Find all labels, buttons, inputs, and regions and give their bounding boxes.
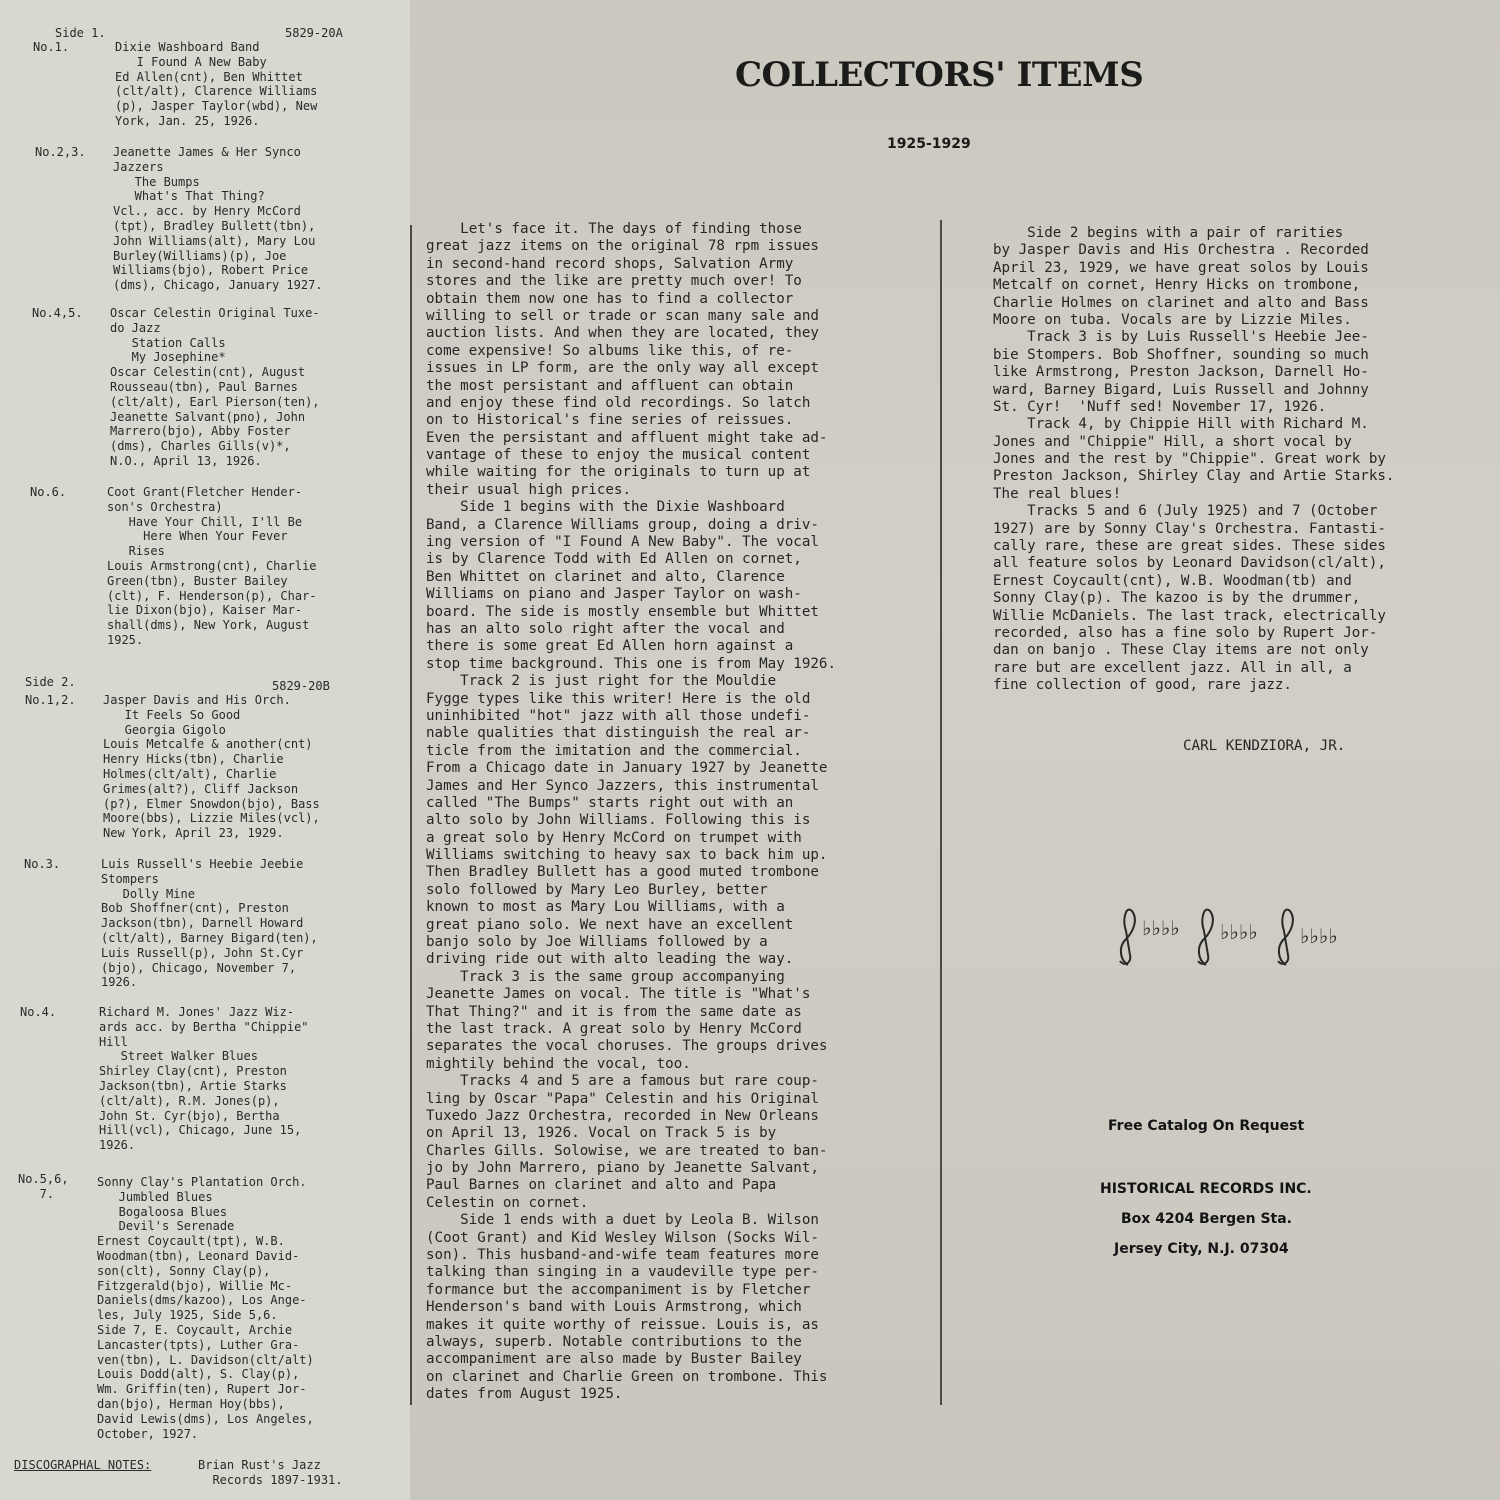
disc-entry-2-line: do Jazz [110, 320, 161, 335]
liner-center-line: ticle from the imitation and the commercial. [426, 742, 802, 759]
liner-right-line: April 23, 1929, we have great solos by Louis [993, 259, 1369, 276]
album-title: COLLECTORS' ITEMS [735, 55, 1144, 95]
liner-right-line: all feature solos by Leonard Davidson(cl/alt), [993, 555, 1386, 572]
liner-right-line: bie Stompers. Bob Shoffner, sounding so much [993, 346, 1369, 363]
liner-center-line: Even the persistant and affluent might take ad- [426, 429, 828, 446]
liner-right-line: Side 2 begins with a pair of rarities [993, 225, 1344, 241]
disc-num-3: No.6. [30, 485, 67, 499]
disc-entry-2-line: Marrero(bjo), Abby Foster [110, 424, 291, 439]
liner-center-line: ing version of "I Found A New Baby". The vocal [426, 534, 819, 551]
liner-right-line: Sonny Clay(p). The kazoo is by the drummer, [993, 590, 1361, 607]
disc-entry-3-line: Green(tbn), Buster Bailey [107, 573, 288, 588]
disc-entry-7-line: Ernest Coycault(tpt), W.B. [97, 1234, 285, 1249]
liner-center-line: jo by John Marrero, piano by Jeanette Salvant, [426, 1160, 819, 1177]
liner-center-line: obtain them now one has to find a collector [426, 290, 794, 307]
disc-entry-2-line: N.O., April 13, 1926. [110, 453, 262, 468]
disc-entry-3-line: 1925. [107, 632, 144, 647]
svg-text:♭♭♭♭: ♭♭♭♭ [1220, 920, 1258, 944]
liner-center-line: Fygge types like this writer! Here is the old [426, 690, 811, 707]
liner-center-line: a great solo by Henry McCord on trumpet with [426, 829, 802, 846]
disc-entry-2-line: Oscar Celestin Original Tuxe- [110, 306, 320, 320]
publisher-address-1: Box 4204 Bergen Sta. [1121, 1211, 1293, 1227]
liner-center-line: James and Her Synco Jazzers, this instrumental [426, 777, 819, 794]
disc-entry-1-line: (tpt), Bradley Bullett(tbn), [113, 218, 316, 233]
liner-center-line: in second-hand record shops, Salvation Army [426, 255, 794, 272]
liner-right-line: The real blues! [993, 485, 1122, 502]
liner-center-line: son). This husband-and-wife team features more [426, 1247, 819, 1264]
disc-num-2: No.4,5. [32, 306, 83, 320]
liner-center-line: Williams switching to heavy sax to back him up. [426, 847, 828, 864]
liner-right-line: Metcalf on cornet, Henry Hicks on trombone, [993, 277, 1361, 294]
side1-catalog: 5829-20A [285, 26, 343, 40]
disc-entry-5-line: (clt/alt), Barney Bigard(ten), [101, 930, 318, 945]
disc-entry-1-line: Jeanette James & Her Synco [113, 145, 301, 159]
disc-entry-7-line: Side 7, E. Coycault, Archie [97, 1322, 293, 1337]
liner-right-line: Jones and "Chippie" Hill, a short vocal by [993, 433, 1352, 450]
disc-entry-4-line: Louis Metcalfe & another(cnt) [103, 737, 313, 752]
liner-notes-right [993, 225, 1394, 695]
treble-clef-notes-icon [1110, 905, 1360, 970]
disc-entry-6-line: Street Walker Blues [99, 1049, 258, 1064]
disc-entry-3-line: Louis Armstrong(cnt), Charlie [107, 558, 317, 573]
liner-right-line: dan on banjo . These Clay items are not only [993, 642, 1369, 659]
disc-entry-1-line: John Williams(alt), Mary Lou [113, 233, 316, 248]
liner-center-line: come expensive! So albums like this, of re- [426, 342, 794, 359]
disc-entry-3-line: Here When Your Fever [107, 529, 288, 544]
liner-center-line: is by Clarence Todd with Ed Allen on cornet, [426, 551, 802, 568]
disc-entry-3-line: shall(dms), New York, August [107, 618, 310, 633]
disc-entry-7-line: les, July 1925, Side 5,6. [97, 1308, 278, 1323]
liner-notes-center [426, 221, 836, 1404]
disc-entry-5-line: Dolly Mine [101, 886, 195, 901]
disc-entry-1-line: Burley(Williams)(p), Joe [113, 248, 287, 263]
liner-center-line: mightily behind the vocal, too. [426, 1055, 691, 1072]
liner-center-line: ling by Oscar "Papa" Celestin and his Original [426, 1090, 819, 1107]
disc-entry-5-line: Luis Russell's Heebie Jeebie [101, 857, 304, 871]
disc-entry-1-line: The Bumps [113, 174, 200, 189]
disc-entry-3-line: lie Dixon(bjo), Kaiser Mar- [107, 603, 303, 618]
disc-entry-6-line: ards acc. by Bertha "Chippie" [99, 1019, 309, 1034]
liner-center-line: great jazz items on the original 78 rpm issues [426, 238, 819, 255]
disc-entry-0-line: I Found A New Baby [115, 54, 267, 69]
liner-right-line: ward, Barney Bigard, Luis Russell and Johnny [993, 381, 1369, 398]
liner-center-line: has an alto solo right after the vocal and [426, 620, 785, 637]
disc-num-0: No.1. [33, 40, 70, 54]
liner-center-line: willing to sell or trade or scan many sale and [426, 307, 819, 324]
disc-entry-2-line: Oscar Celestin(cnt), August [110, 365, 306, 380]
column-rule-right [940, 220, 942, 1405]
disc-entry-7-line: David Lewis(dms), Los Angeles, [97, 1411, 314, 1426]
disc-num-6: No.4. [20, 1005, 57, 1019]
liner-center-line: while waiting for the originals to turn up at [426, 464, 811, 481]
disc-entry-7-line: Daniels(dms/kazoo), Los Ange- [97, 1293, 307, 1308]
disc-entry-7-line: Louis Dodd(alt), S. Clay(p), [97, 1367, 300, 1382]
disc-entry-3 [107, 485, 317, 648]
disc-entry-2-line: Jeanette Salvant(pno), John [110, 409, 306, 424]
liner-center-line: Celestin on cornet. [426, 1194, 589, 1211]
disc-entry-2-line: Station Calls [110, 335, 226, 350]
disc-entry-3-line: Have Your Chill, I'll Be [107, 514, 303, 529]
liner-center-line: Tuxedo Jazz Orchestra, recorded in New Orleans [426, 1107, 819, 1124]
disc-entry-4-line: Georgia Gigolo [103, 722, 226, 737]
liner-right-line: 1927) are by Sonny Clay's Orchestra. Fantasti- [993, 520, 1386, 537]
liner-center-line: on to Historical's fine series of reissues. [426, 412, 794, 429]
disc-entry-5-line: Bob Shoffner(cnt), Preston [101, 901, 289, 916]
disc-entry-0-line: Dixie Washboard Band [115, 40, 260, 54]
svg-text:♭♭♭♭: ♭♭♭♭ [1142, 916, 1180, 940]
disc-entry-5-line: 1926. [101, 975, 138, 990]
liner-center-line: solo followed by Mary Leo Burley, better [426, 881, 768, 898]
disc-entry-6-line: (clt/alt), R.M. Jones(p), [99, 1093, 280, 1108]
liner-right-line: rare but are excellent jazz. All in all, a [993, 659, 1352, 676]
liner-center-line: the last track. A great solo by Henry McCord [426, 1020, 802, 1037]
liner-center-line: nable qualities that distinguish the real ar- [426, 725, 811, 742]
disc-entry-7-line: ven(tbn), L. Davidson(clt/alt) [97, 1352, 314, 1367]
liner-right-line: Ernest Coycault(cnt), W.B. Woodman(tb) and [993, 572, 1352, 589]
disc-entry-4-line: Grimes(alt?), Cliff Jackson [103, 781, 299, 796]
svg-text:♭♭♭♭: ♭♭♭♭ [1300, 924, 1338, 948]
disc-entry-7-line: Wm. Griffin(ten), Rupert Jor- [97, 1382, 307, 1397]
discographal-notes-label: DISCOGRAPHAL NOTES: [14, 1458, 152, 1472]
liner-center-line: formance but the accompaniment is by Fletcher [426, 1281, 811, 1298]
discographal-notes-line: Records 1897-1931. [198, 1472, 343, 1487]
liner-center-line: driving ride out with alto leading the way. [426, 951, 794, 968]
liner-center-line: Band, a Clarence Williams group, doing a driv- [426, 516, 819, 533]
liner-right-line: like Armstrong, Preston Jackson, Darnell Ho- [993, 364, 1369, 381]
disc-entry-2-line: (dms), Charles Gills(v)*, [110, 439, 291, 454]
liner-right-line: Moore on tuba. Vocals are by Lizzie Miles. [993, 311, 1352, 328]
liner-center-line: alto solo by John Williams. Following this is [426, 812, 811, 829]
disc-entry-4-line: New York, April 23, 1929. [103, 826, 284, 841]
liner-right-line: Tracks 5 and 6 (July 1925) and 7 (October [993, 503, 1378, 520]
liner-right-line: Willie McDaniels. The last track, electrically [993, 607, 1386, 624]
liner-center-line: (Coot Grant) and Kid Wesley Wilson (Socks Wil- [426, 1229, 819, 1246]
disc-entry-7-line: Lancaster(tpts), Luther Gra- [97, 1337, 300, 1352]
liner-right-line: Track 4, by Chippie Hill with Richard M. [993, 416, 1369, 433]
liner-right-line: cally rare, these are great sides. These sides [993, 538, 1386, 555]
liner-center-line: the most persistant and affluent can obtain [426, 377, 794, 394]
liner-center-line: stores and the like are pretty much over! To [426, 273, 802, 290]
disc-entry-1 [113, 145, 323, 293]
disc-entry-4-line: Holmes(clt/alt), Charlie [103, 766, 277, 781]
disc-entry-3-line: Coot Grant(Fletcher Hender- [107, 485, 303, 499]
disc-entry-6-line: John St. Cyr(bjo), Bertha [99, 1108, 280, 1123]
disc-entry-6-line: Hill [99, 1034, 128, 1049]
liner-center-line: Tracks 4 and 5 are a famous but rare coup- [426, 1073, 819, 1090]
disc-entry-0-line: (p), Jasper Taylor(wbd), New [115, 99, 318, 114]
disc-entry-7 [97, 1175, 314, 1441]
liner-center-line: banjo solo by Joe Williams followed by a [426, 934, 768, 951]
liner-center-line: on April 13, 1926. Vocal on Track 5 is by [426, 1125, 777, 1142]
liner-center-line: makes it quite worthy of reissue. Louis is, as [426, 1316, 819, 1333]
disc-entry-5-line: Luis Russell(p), John St.Cyr [101, 945, 304, 960]
disc-entry-1-line: Vcl., acc. by Henry McCord [113, 204, 301, 219]
disc-entry-3-line: (clt), F. Henderson(p), Char- [107, 588, 317, 603]
liner-center-line: vantage of these to enjoy the musical content [426, 447, 811, 464]
disc-entry-7-line: Bogaloosa Blues [97, 1204, 228, 1219]
disc-entry-7-line: Fitzgerald(bjo), Willie Mc- [97, 1278, 293, 1293]
side1-label: Side 1. [55, 26, 106, 40]
disc-entry-1-line: What's That Thing? [113, 189, 265, 204]
liner-center-line: Ben Whittet on clarinet and alto, Clarence [426, 568, 785, 585]
disc-entry-7-line: Woodman(tbn), Leonard David- [97, 1248, 300, 1263]
liner-center-line: auction lists. And when they are located, they [426, 325, 819, 342]
liner-center-line: Side 1 ends with a duet by Leola B. Wilson [426, 1212, 819, 1229]
liner-right-line: Track 3 is by Luis Russell's Heebie Jee- [993, 329, 1369, 346]
liner-center-line: Charles Gills. Solowise, we are treated to ban- [426, 1142, 828, 1159]
disc-entry-4-line: Jasper Davis and His Orch. [103, 693, 291, 707]
liner-center-line: and enjoy these find old recordings. So latch [426, 394, 811, 411]
disc-num-5: No.3. [24, 857, 61, 871]
publisher-name: HISTORICAL RECORDS INC. [1100, 1181, 1312, 1197]
liner-center-line: That Thing?" and it is from the same date as [426, 1003, 802, 1020]
liner-center-line: uninhibited "hot" jazz with all those undefi- [426, 707, 811, 724]
liner-center-line: Side 1 begins with the Dixie Washboard [426, 499, 785, 516]
disc-entry-3-line: Rises [107, 544, 165, 559]
disc-entry-6-line: 1926. [99, 1138, 136, 1153]
liner-right-line: Jones and the rest by "Chippie". Great work by [993, 451, 1386, 468]
disc-entry-7-line: October, 1927. [97, 1426, 199, 1441]
disc-entry-1-line: Williams(bjo), Robert Price [113, 263, 309, 278]
album-years: 1925-1929 [887, 136, 971, 152]
disc-entry-1-line: (dms), Chicago, January 1927. [113, 278, 323, 293]
liner-center-line: talking than singing in a vaudeville type per- [426, 1264, 819, 1281]
liner-center-line: board. The side is mostly ensemble but Whittet [426, 603, 819, 620]
publisher-address-2: Jersey City, N.J. 07304 [1114, 1241, 1289, 1257]
liner-center-line: stop time background. This one is from May 1926. [426, 655, 836, 672]
disc-entry-4-line: Moore(bbs), Lizzie Miles(vcl), [103, 811, 320, 826]
liner-center-line: there is some great Ed Allen horn against a [426, 638, 794, 655]
liner-center-line: Paul Barnes on clarinet and alto and Papa [426, 1177, 777, 1194]
side2-label: Side 2. [25, 675, 76, 689]
disc-entry-6-line: Shirley Clay(cnt), Preston [99, 1064, 287, 1079]
liner-center-line: Jeanette James on vocal. The title is "What's [426, 986, 811, 1003]
disc-entry-5-line: Jackson(tbn), Darnell Howard [101, 916, 304, 931]
liner-center-line: accompaniment are also made by Buster Bailey [426, 1351, 802, 1368]
disc-entry-6-line: Jackson(tbn), Artie Starks [99, 1078, 287, 1093]
liner-center-line: Henderson's band with Louis Armstrong, which [426, 1299, 802, 1316]
liner-center-line: Track 3 is the same group accompanying [426, 968, 785, 985]
disc-entry-4 [103, 693, 320, 841]
disc-num-4: No.1,2. [25, 693, 76, 707]
liner-center-line: From a Chicago date in January 1927 by Jeanette [426, 760, 828, 777]
disc-entry-5 [101, 857, 318, 990]
liner-right-line: by Jasper Davis and His Orchestra . Recorded [993, 242, 1369, 259]
disc-entry-6 [99, 1005, 309, 1153]
liner-center-line: always, superb. Notable contributions to the [426, 1334, 802, 1350]
disc-entry-2 [110, 306, 320, 469]
liner-center-line: Williams on piano and Jasper Taylor on wash- [426, 586, 802, 603]
disc-entry-2-line: Rousseau(tbn), Paul Barnes [110, 379, 298, 394]
liner-right-line: St. Cyr! 'Nuff sed! November 17, 1926. [993, 398, 1327, 415]
liner-center-line: Then Bradley Bullett has a good muted trombone [426, 864, 819, 881]
disc-entry-6-line: Richard M. Jones' Jazz Wiz- [99, 1005, 295, 1019]
catalog-note: Free Catalog On Request [1108, 1118, 1305, 1134]
liner-center-line: issues in LP form, are the only way all except [426, 360, 819, 377]
disc-entry-5-line: (bjo), Chicago, November 7, [101, 960, 297, 975]
liner-center-line: known to most as Mary Lou Williams, with a [426, 899, 785, 916]
liner-right-line: Charlie Holmes on clarinet and alto and Bass [993, 294, 1369, 311]
disc-entry-4-line: It Feels So Good [103, 707, 241, 722]
liner-center-line: on clarinet and Charlie Green on trombone. This [426, 1368, 828, 1385]
side2-catalog: 5829-20B [272, 679, 330, 693]
disc-entry-7-line: Jumbled Blues [97, 1189, 213, 1204]
disc-entry-7-line: dan(bjo), Herman Hoy(bbs), [97, 1396, 285, 1411]
liner-center-line: their usual high prices. [426, 481, 631, 498]
disc-entry-0-line: (clt/alt), Clarence Williams [115, 84, 318, 99]
disc-entry-7-line: Devil's Serenade [97, 1219, 235, 1234]
liner-center-line: separates the vocal choruses. The groups drives [426, 1038, 828, 1055]
disc-entry-3-line: son's Orchestra) [107, 499, 223, 514]
disc-num-7: No.5,6, 7. [18, 1172, 69, 1201]
disc-entry-2-line: My Josephine* [110, 350, 226, 365]
discographal-notes-line: Brian Rust's Jazz [198, 1458, 321, 1472]
liner-center-line: called "The Bumps" starts right out with an [426, 794, 794, 811]
liner-right-line: recorded, also has a fine solo by Rupert Jor- [993, 624, 1378, 641]
disc-entry-7-line: son(clt), Sonny Clay(p), [97, 1263, 271, 1278]
liner-center-line: great piano solo. We next have an excellent [426, 916, 794, 933]
liner-center-line: Let's face it. The days of finding those [426, 221, 802, 237]
author-signature: CARL KENDZIORA, JR. [1183, 738, 1346, 754]
disc-entry-2-line: (clt/alt), Earl Pierson(ten), [110, 394, 320, 409]
liner-right-line: fine collection of good, rare jazz. [993, 677, 1292, 694]
disc-entry-4-line: (p?), Elmer Snowdon(bjo), Bass [103, 796, 320, 811]
disc-entry-5-line: Stompers [101, 871, 159, 886]
liner-center-line: Track 2 is just right for the Mouldie [426, 673, 777, 690]
disc-entry-0-line: York, Jan. 25, 1926. [115, 113, 260, 128]
liner-right-line: Preston Jackson, Shirley Clay and Artie Starks. [993, 468, 1395, 485]
disc-entry-0 [115, 40, 317, 129]
disc-entry-6-line: Hill(vcl), Chicago, June 15, [99, 1123, 302, 1138]
disc-entry-4-line: Henry Hicks(tbn), Charlie [103, 752, 284, 767]
disc-entry-1-line: Jazzers [113, 159, 164, 174]
column-rule-left [410, 225, 412, 1405]
disc-num-1: No.2,3. [35, 145, 86, 159]
discographal-notes-text [198, 1458, 343, 1488]
disc-entry-7-line: Sonny Clay's Plantation Orch. [97, 1175, 307, 1189]
liner-center-line: dates from August 1925. [426, 1386, 623, 1403]
disc-entry-0-line: Ed Allen(cnt), Ben Whittet [115, 69, 303, 84]
